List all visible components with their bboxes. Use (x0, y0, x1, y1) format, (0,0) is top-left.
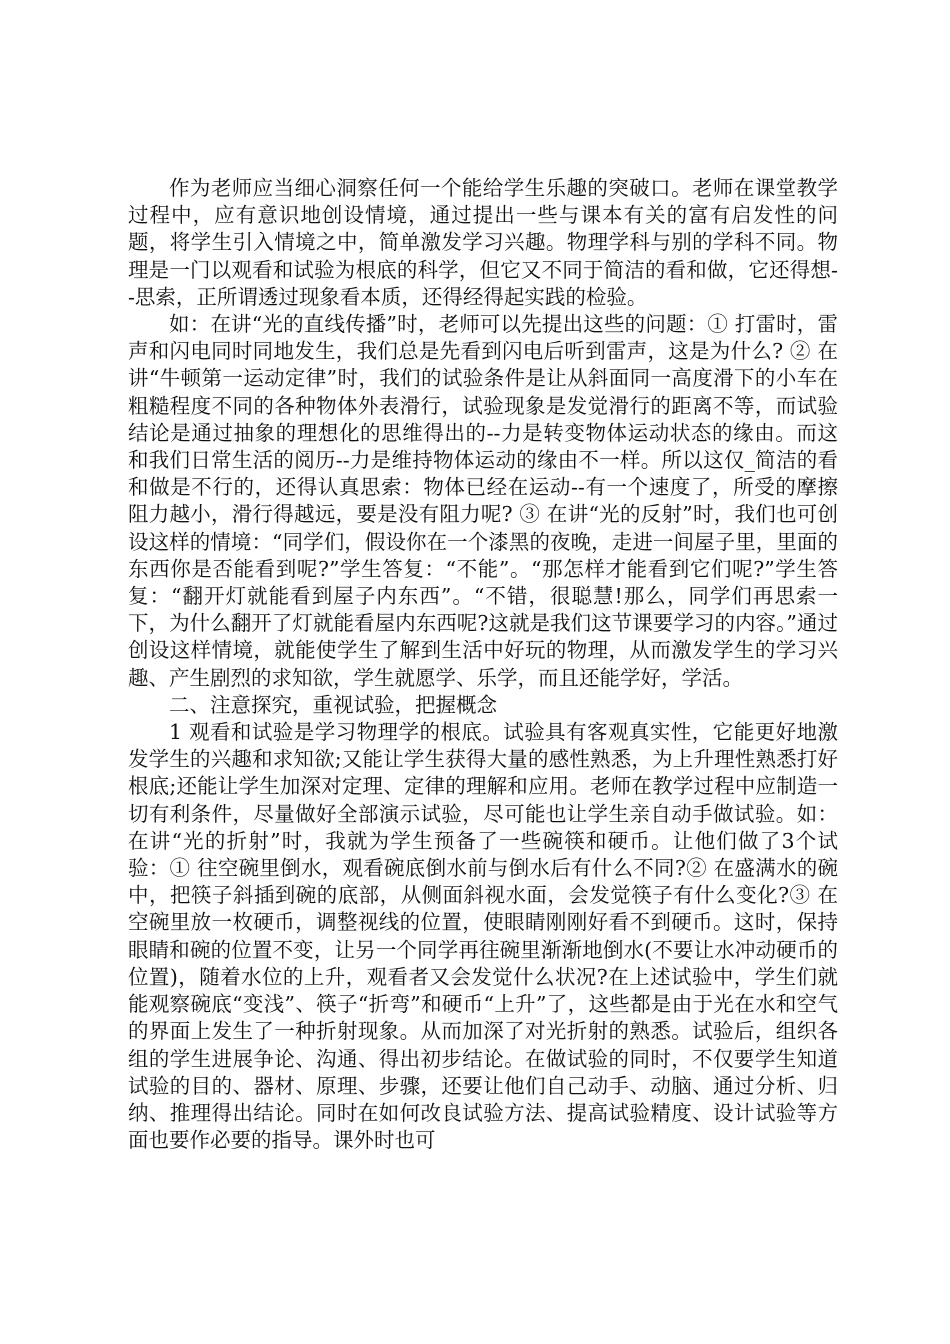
section-heading: 二、注意探究，重视试验，把握概念 (169, 692, 497, 717)
paragraph-intro: 作为老师应当细心洞察任何一个能给学生乐趣的突破口。老师在课堂教学过程中，应有意识地创设情境，通过提出一些与课本有关的富有启发性的问题，将学生引入情境之中，简单激发学习兴趣。物理学科与别的学科不同。物理是一门以观看和试验为根底的科学，但它又不同于简洁的看和做，它还得想--思索，正所谓透过现象看本质，还得经得起实践的检验。 (128, 176, 838, 309)
paragraph-examples: 如：在讲“光的直线传播”时，老师可以先提出这些的问题：① 打雷时，雷声和闪电同时同地发生，我们总是先看到闪电后听到雷声，这是为什么? ② 在讲“牛顿第一运动定律”时，我们的试验条件是让从斜面同一高度滑下的小车在粗糙程度不同的各种物体外表滑行，试验现象是发觉滑行的距离不等，而试验结论是通过抽象的理想化的思维得出的--力是转变物体运动状态的缘由。而这和我们日常生活的阅历--力是维持物体运动的缘由不一样。所以这仅_简洁的看和做是不行的，还得认真思索：物体已经在运动--有一个速度了，所受的摩擦阻力越小，滑行得越远，要是没有阻力呢? ③ 在讲“光的反射”时，我们也可创设这样的情境：“同学们，假设你在一个漆黑的夜晚，走进一间屋子里，里面的东西你是否能看到呢?”学生答复：“不能”。“那怎样才能看到它们呢?”学生答复：“翻开灯就能看到屋子内东西”。“不错，很聪慧!那么，同学们再思索一下，为什么翻开了灯就能看屋内东西呢?这就是我们这节课要学习的内容。”通过创设这样情境，就能使学生了解到生活中好玩的物理，从而激发学生的学习兴趣、产生剧烈的求知欲，学生就愿学、乐学，而且还能学好，学活。 (128, 312, 838, 690)
paragraph-experiments: 1 观看和试验是学习物理学的根底。试验具有客观真实性，它能更好地激发学生的兴趣和求知欲;又能让学生获得大量的感性熟悉，为上升理性熟悉打好根底;还能让学生加深对定理、定律的理解和应用。老师在教学过程中应制造一切有利条件，尽量做好全部演示试验，尽可能也让学生亲自动手做试验。如：在讲“光的折射”时，我就为学生预备了一些碗筷和硬币。让他们做了3个试验：① 往空碗里倒水，观看碗底倒水前与倒水后有什么不同?② 在盛满水的碗中，把筷子斜插到碗的底部，从侧面斜视水面，会发觉筷子有什么变化?③ 在空碗里放一枚硬币，调整视线的位置，使眼睛刚刚好看不到硬币。这时，保持眼睛和碗的位置不变，让另一个同学再往碗里渐渐地倒水(不要让水冲动硬币的位置)，随着水位的上升，观看者又会发觉什么状况?在上述试验中，学生们就能观察碗底“变浅”、筷子“折弯”和硬币“上升”了，这些都是由于光在水和空气的界面上发生了一种折射现象。从而加深了对光折射的熟悉。试验后，组织各组的学生进展争论、沟通、得出初步结论。在做试验的同时，不仅要学生知道试验的目的、器材、原理、步骤，还要让他们自己动手、动脑、通过分析、归纳、推理得出结论。同时在如何改良试验方法、提高试验精度、设计试验等方面也要作必要的指导。课外时也可 (128, 720, 838, 1153)
body-text (128, 175, 838, 1154)
